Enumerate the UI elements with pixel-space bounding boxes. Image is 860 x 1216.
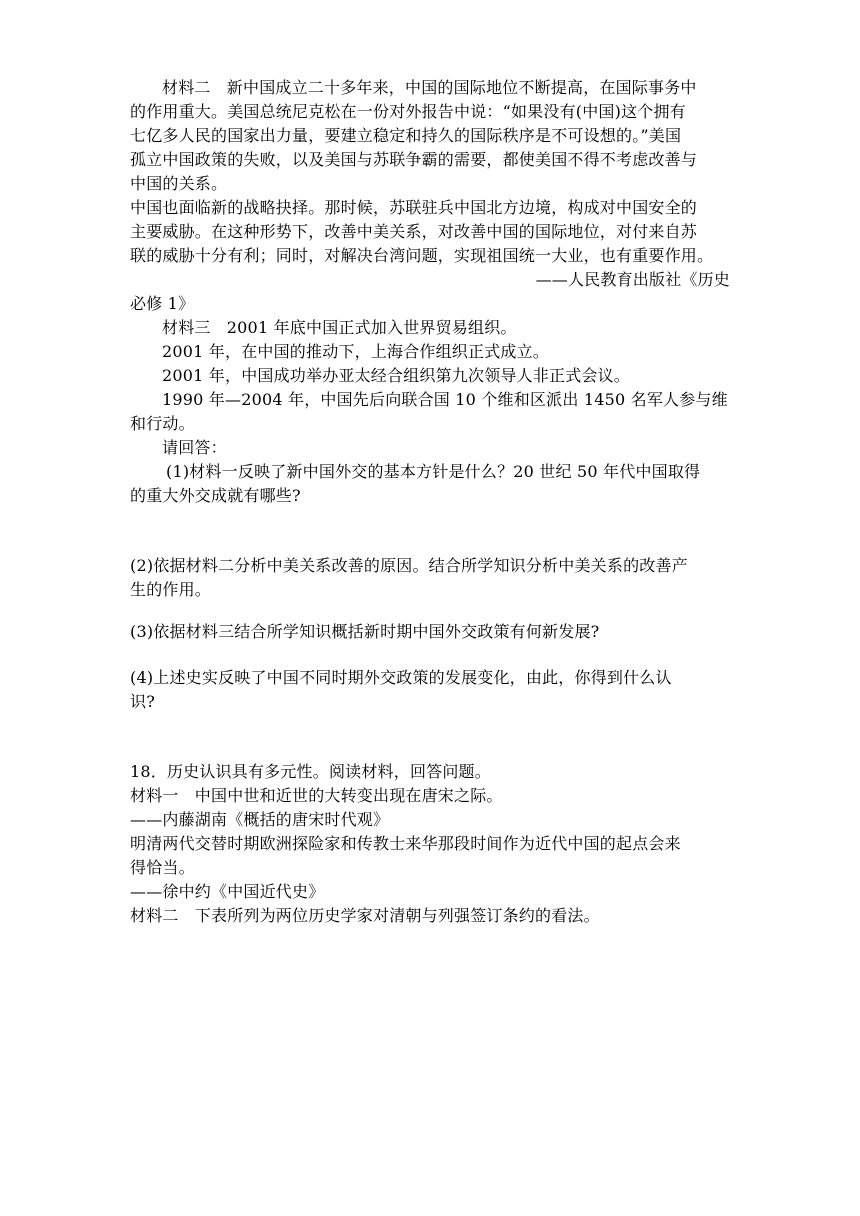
question-1: (1)材料一反映了新中国外交的基本方针是什么？20 世纪 50 年代中国取得 (166, 462, 701, 481)
question-4-cont: 识? (130, 692, 155, 711)
material3-line-1: 材料三 2001 年底中国正式加入世界贸易组织。 (162, 318, 517, 337)
answer-prompt: 请回答： (162, 438, 227, 457)
q18-material1b-cont: 得恰当。 (130, 858, 195, 877)
material2-line-4: 孤立中国政策的失败，以及美国与苏联争霸的需要，都使美国不得不考虑改善与 (130, 150, 698, 169)
q18-material1b-source: ——徐中约《中国近代史》 (130, 882, 325, 901)
material3-line-4: 1990 年—2004 年，中国先后向联合国 10 个维和区派出 1450 名军人参与维 (162, 390, 728, 409)
question-2-cont: 生的作用。 (130, 580, 212, 599)
material2-line-6: 中国也面临新的战略抉择。那时候，苏联驻兵中国北方边境，构成对中国安全的 (130, 198, 698, 217)
q18-material2: 材料二 下表所列为两位历史学家对清朝与列强签订条约的看法。 (130, 906, 600, 925)
material2-line-7: 主要威胁。在这种形势下，改善中美关系，对改善中国的国际地位，对付来自苏 (130, 222, 698, 241)
material3-line-2: 2001 年，在中国的推动下，上海合作组织正式成立。 (162, 342, 550, 361)
question-4: (4)上述史实反映了中国不同时期外交政策的发展变化，由此，你得到什么认 (130, 668, 672, 687)
material2-line-2: 的作用重大。美国总统尼克松在一份对外报告中说：“如果没有(中国)这个拥有 (130, 102, 686, 121)
material2-line-3: 七亿多人民的国家出力量，要建立稳定和持久的国际秩序是不可设想的。”美国 (130, 126, 682, 145)
material2-source: ——人民教育出版社《历史 (535, 270, 730, 289)
question-2: (2)依据材料二分析中美关系改善的原因。结合所学知识分析中美关系的改善产 (130, 556, 688, 575)
material3-line-4-cont: 和行动。 (130, 414, 195, 433)
question-3: (3)依据材料三结合所学知识概括新时期中国外交政策有何新发展? (130, 622, 600, 641)
material3-line-3: 2001 年，中国成功举办亚太经合组织第九次领导人非正式会议。 (162, 366, 631, 385)
question-18-title: 18．历史认识具有多元性。阅读材料，回答问题。 (130, 762, 491, 781)
material2-source-cont: 必修 1》 (130, 294, 195, 313)
q18-material1: 材料一 中国中世和近世的大转变出现在唐宋之际。 (130, 786, 503, 805)
question-1-cont: 的重大外交成就有哪些? (130, 486, 301, 505)
q18-material1-source: ——内藤湖南《概括的唐宋时代观》 (130, 810, 390, 829)
material2-line-5: 中国的关系。 (130, 174, 228, 193)
material2-line-1: 材料二 新中国成立二十多年来，中国的国际地位不断提高，在国际事务中 (162, 78, 697, 97)
material2-line-8: 联的威胁十分有利；同时，对解决台湾问题，实现祖国统一大业，也有重要作用。 (130, 246, 714, 265)
q18-material1b: 明清两代交替时期欧洲探险家和传教士来华那段时间作为近代中国的起点会来 (130, 834, 681, 853)
